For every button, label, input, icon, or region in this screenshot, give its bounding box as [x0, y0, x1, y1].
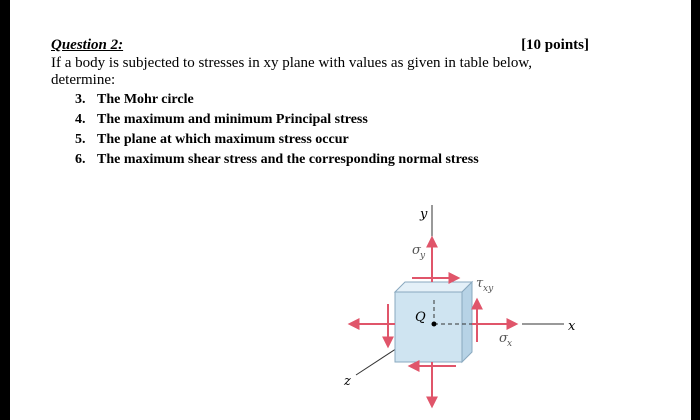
cube-top-face	[395, 282, 472, 292]
cube-front-face	[395, 292, 462, 362]
tau-symbol: τ	[476, 276, 484, 291]
tau-subscript: xy	[483, 284, 494, 294]
question-points: [10 points]	[521, 37, 589, 53]
cube-side-face	[462, 282, 472, 362]
intro-line-1: If a body is subjected to stresses in xy plane with values as given in table below,	[51, 55, 533, 71]
z-axis-label: z	[344, 374, 351, 389]
origin-point	[432, 322, 437, 327]
task-item: 4. The maximum and minimum Principal stress	[75, 112, 368, 127]
origin-label: Q	[415, 310, 426, 325]
sigma-x-symbol: σ	[499, 331, 508, 346]
intro-line-2: determine:	[51, 72, 116, 88]
y-axis-label: y	[420, 207, 428, 222]
task-item: 3. The Mohr circle	[75, 92, 194, 107]
sigma-x-subscript: x	[507, 339, 513, 349]
question-title: Question 2:	[51, 37, 124, 53]
sigma-y-symbol: σ	[412, 243, 421, 258]
stress-element-figure	[10, 0, 691, 420]
task-item: 5. The plane at which maximum stress occur	[75, 132, 349, 147]
document-page	[10, 0, 691, 420]
x-axis-label: x	[568, 319, 576, 334]
sigma-y-subscript: y	[420, 251, 426, 261]
task-item: 6. The maximum shear stress and the corresponding normal stress	[75, 152, 479, 167]
